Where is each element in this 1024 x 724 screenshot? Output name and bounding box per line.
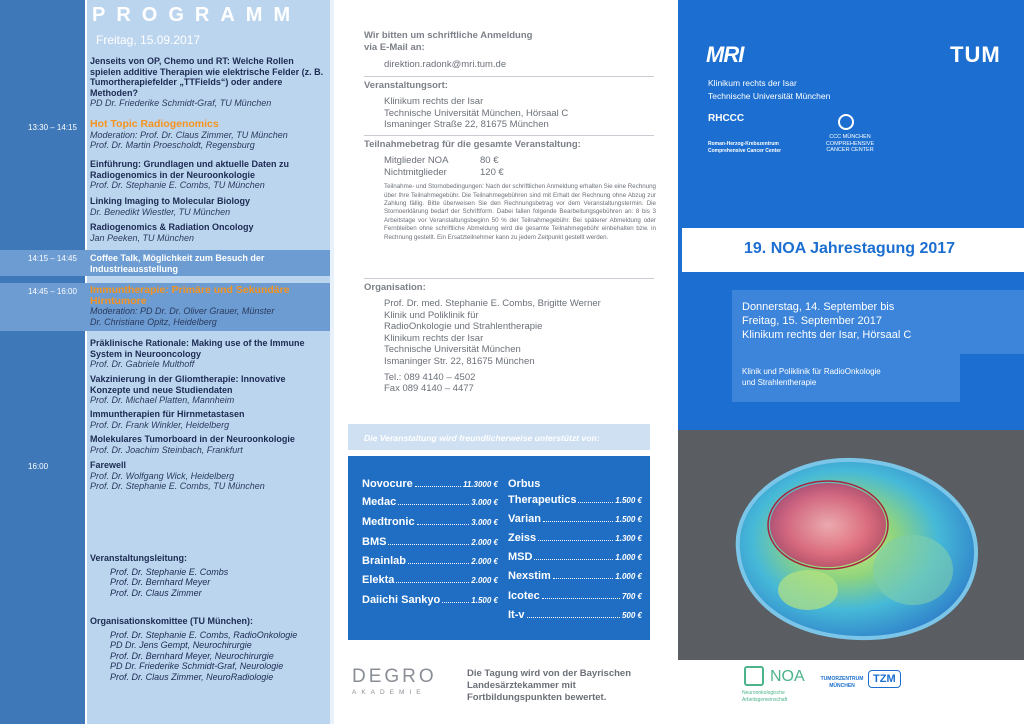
session-time: 13:30 – 14:15 [28, 123, 77, 132]
organisation-section: Organisation: Prof. Dr. med. Stephanie E. Combs, Brigitte Werner Klinik und Poliklinik für RadioOnkologie und Strahlentherapie Klinikum rechts der Isar Technische Universität München Ismaninger Str. 22, 81675 München Tel.: 089 4140 – 4502 Fax 089 4140 – 4477 [364, 282, 601, 395]
noa-logo: NOA [770, 668, 805, 685]
mri-logo: MRI [706, 42, 744, 67]
divider [364, 135, 654, 136]
tum-logo: TUM [950, 42, 1001, 67]
tzm-text: TUMORZENTRUM MÜNCHEN [820, 676, 864, 689]
talk-item: Einführung: Grundlagen und aktuelle Daten zu Radiogenomics in der Neuroonkologie Prof. Dr. Stephanie E. Combs, TU München [90, 159, 290, 190]
sponsor-item: Medac 3.000 € [362, 496, 498, 508]
program-date: Freitag, 15.09.2017 [96, 33, 201, 47]
talk-item: Molekulares Tumorboard in der Neuroonkologie Prof. Dr. Joachim Steinbach, Frankfurt [90, 434, 295, 455]
sponsor-box [348, 456, 650, 640]
talk-item: Präklinische Rationale: Making use of the Immune System in Neurooncology Prof. Dr. Gabriele Multhoff [90, 338, 305, 369]
sponsor-item: Zeiss 1.300 € [508, 532, 642, 544]
time-band [0, 0, 85, 724]
sponsor-item: Brainlab 2.000 € [362, 555, 498, 567]
event-title: 19. NOA Jahrestagung 2017 [744, 240, 956, 257]
degro-logo: DEGRO AKADEMIE [352, 666, 437, 696]
program-panel [0, 0, 334, 724]
ccc-icon [838, 114, 854, 130]
registration-section: Wir bitten um schriftliche Anmeldung via E-Mail an: direktion.radonk@mri.tum.de [364, 30, 654, 71]
date-box: Donnerstag, 14. September bis Freitag, 15. September 2017 Klinikum rechts der Isar, Hörsaal C [732, 290, 1024, 354]
session-title: Immuntherapie: Primäre und Sekundäre Hirntumore [90, 284, 290, 307]
program-title: PROGRAMM [92, 4, 302, 26]
title-banner [682, 228, 1024, 272]
session-title: Hot Topic Radiogenomics [90, 118, 219, 130]
talk-item: Immuntherapien für Hirnmetastasen Prof. Dr. Frank Winkler, Heidelberg [90, 409, 245, 430]
komitee-section: Organisationskomittee (TU München): Prof. Dr. Stephanie E. Combs, RadioOnkologie PD Dr. Jens Gempt, Neurochirurgie Prof. Dr. Bernhard Meyer, Neurochirurgie PD Dr. Friederike Schmidt-Graf, Neurologie Prof. Dr. Claus Zimmer, NeuroRadiologie [90, 616, 298, 682]
cover-footer [678, 660, 1024, 724]
sponsor-item: Nexstim 1.000 € [508, 570, 642, 582]
talk-item: Jenseits von OP, Chemo und RT: Welche Rollen spielen additive Therapien wie elektrische Felder (z. B. Tumortherapiefelder „TTFields“) oder andere Methoden? PD Dr. Friederike Schmidt-Graf, TU München [90, 56, 324, 108]
klinik-box: Klinik und Poliklinik für RadioOnkologie und Strahlentherapie [732, 354, 960, 402]
divider [330, 0, 334, 724]
divider [364, 278, 654, 279]
sponsor-item: It-v 500 € [508, 609, 642, 621]
divider [364, 76, 654, 77]
sponsor-item: Novocure 11.3000 € [362, 478, 498, 490]
session-block: Immuntherapie: Primäre und Sekundäre Hirntumore Moderation: PD Dr. Dr. Oliver Grauer, Münster Dr. Christiane Opitz, Heidelberg [90, 285, 326, 327]
brain-scan-illustration [678, 430, 1024, 660]
talk-item: Vakzinierung in der Gliomtherapie: Innovative Konzepte und neue Studiendaten Prof. Dr. Michael Platten, Mannheim [90, 374, 286, 405]
rhcc-text: Roman-Herzog-Krebszentrum Comprehensive Cancer Center [708, 141, 782, 154]
talk-item: Linking Imaging to Molecular Biology Dr. Benedikt Wiestler, TU München [90, 196, 251, 217]
rhcc-logo: RHCCC [708, 113, 745, 124]
session-time: 14:45 – 16:00 [28, 287, 77, 296]
noa-icon [744, 666, 764, 686]
sponsor-item: MSD 1.000 € [508, 551, 642, 563]
sponsor-item: Varian 1.500 € [508, 513, 642, 525]
sponsor-item: Medtronic 3.000 € [362, 516, 498, 528]
session-time: 16:00 [28, 462, 49, 471]
sponsor-item: BMS 2.000 € [362, 536, 498, 548]
cme-note: Die Tagung wird von der Bayrischen Landesärztekammer mit Fortbildungspunkten bewertet. [467, 668, 631, 703]
sponsor-item: Elekta 2.000 € [362, 574, 498, 586]
sponsor-item: Daiichi Sankyo 1.500 € [362, 594, 498, 606]
noa-subtitle: Neuroonkologische Arbeitsgemeinschaft [742, 690, 788, 703]
leitung-section: Veranstaltungsleitung: Prof. Dr. Stephanie E. Combs Prof. Dr. Bernhard Meyer Prof. Dr. Claus Zimmer [90, 553, 229, 598]
talk-item: Radiogenomics & Radiation Oncology Jan Peeken, TU München [90, 222, 254, 243]
session-time: 14:15 – 14:45 [28, 254, 77, 263]
talk-item: Farewell Prof. Dr. Wolfgang Wick, Heidelberg Prof. Dr. Stephanie E. Combs, TU München [90, 460, 265, 491]
tzm-logo: TZM [868, 670, 901, 688]
venue-section: Veranstaltungsort: Klinikum rechts der Isar Technische Universität München, Hörsaal C Ismaninger Straße 22, 81675 München [364, 80, 569, 131]
sponsor-item: Orbus [508, 478, 541, 490]
divider [85, 0, 87, 724]
sponsor-item: Icotec 700 € [508, 590, 642, 602]
ccc-text: CCC MÜNCHEN COMPREHENSIVE CANCER CENTER [825, 134, 875, 153]
session-block: Hot Topic Radiogenomics Moderation: Prof. Dr. Claus Zimmer, TU München Prof. Dr. Martin Proescholdt, Regensburg [90, 119, 326, 151]
mri-scan-image [678, 430, 1024, 660]
fee-section: Teilnahmebetrag für die gesamte Veranstaltung: Mitglieder NOA 80 € Nichtmitglieder 120 € Teilnahme- und Stornobedingungen: Nach der schriftlichen Anmeldung erhalten Sie eine Rechnung über Ihre Teilnahmegebühr. Die Teilnahmegebühren sind mit Erhalt der Rechnung ohne Abzug zur Zahlung fällig. Bitte überweisen Sie den Rechnungsbetrag vor dem Veranstaltungstermin. Die Stornoerklärung bedarf der Schriftform. Dabei fallen folgende Bearbeitungsgebühren an: 8 bis 3 Arbeitstage vor Veranstaltungsbeginn 50 % der Teilnahmegebühr. Bei späterer Abmeldung oder Fernbleiben ohne schriftliche Abmeldung wird die gesamte Teilnahmegebühr einbehalten bzw. in Rechnung gestellt. Ein Ersatzteilnehmer kann zu jedem Zeitpunkt gestellt werden. [364, 139, 656, 241]
email-link[interactable]: direktion.radonk@mri.tum.de [384, 59, 507, 70]
sponsor-item: Therapeutics 1.500 € [508, 494, 642, 506]
sponsor-header: Die Veranstaltung wird freundlicherweise unterstützt von: [348, 424, 650, 450]
conditions-text: Teilnahme- und Stornobedingungen: Nach der schriftlichen Anmeldung erhalten Sie eine Rechnung über Ihre Teilnahmegebühr. Die Teilnahmegebühren sind mit Erhalt der Rechnung ohne Abzug zur Zahlung fällig. Bitte überweisen Sie den Rechnungsbetrag vor dem Veranstaltungstermin. Die Stornoerklärung bedarf der Schriftform. Dabei fallen folgende Bearbeitungsgebühren an: 8 bis 3 Arbeitstage vor Veranstaltungsbeginn 50 % der Teilnahmegebühr. Bei späterer Abmeldung oder Fernbleiben ohne schriftliche Abmeldung wird die gesamte Teilnahmegebühr einbehalten bzw. in Rechnung gestellt. Ein Ersatzteilnehmer kann zu jedem Zeitpunkt gestellt werden. [384, 183, 656, 241]
klinikum-name: Klinikum rechts der Isar Technische Universität München [708, 78, 831, 101]
break-item: Coffee Talk, Möglichkeit zum Besuch der Industrieausstellung [90, 253, 265, 274]
